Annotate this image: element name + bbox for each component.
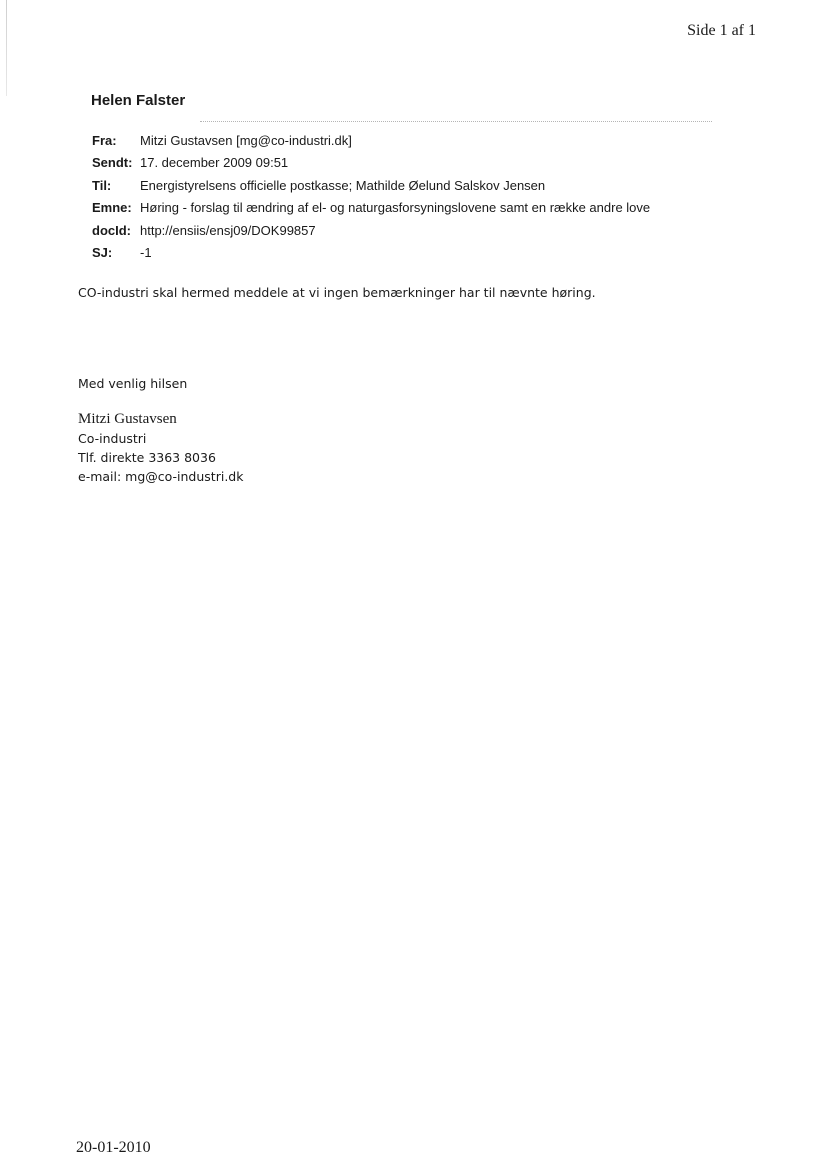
docid-value: http://ensiis/ensj09/DOK99857: [140, 222, 316, 238]
print-date: 20-01-2010: [76, 1139, 151, 1156]
to-value: Energistyrelsens officielle postkasse; Mathilde Øelund Salskov Jensen: [140, 177, 546, 193]
scan-edge-line: [6, 0, 7, 96]
to-label: Til:: [92, 177, 112, 193]
closing-text: Med venlig hilsen: [78, 376, 188, 391]
subject-value: Høring - forslag til ændring af el- og naturgasforsyningslovene samt en række andre love: [140, 200, 651, 216]
from-label: Fra:: [92, 133, 117, 148]
signature-company: Co-industri: [78, 431, 147, 446]
message-text: CO-industri skal hermed meddele at vi ingen bemærkninger har til nævnte høring.: [78, 285, 596, 300]
page-number: Side 1 af 1: [687, 22, 756, 39]
from-value: Mitzi Gustavsen [mg@co-industri.dk]: [140, 133, 352, 148]
subject-label: Emne:: [92, 200, 132, 216]
sent-value: 17. december 2009 09:51: [140, 155, 289, 171]
sj-value: -1: [140, 244, 152, 260]
sent-label: Sendt:: [92, 155, 133, 171]
sender-name-heading: Helen Falster: [91, 92, 186, 109]
sj-label: SJ:: [92, 244, 113, 260]
signature-email: e-mail: mg@co-industri.dk: [78, 469, 244, 484]
signature-name: Mitzi Gustavsen: [78, 411, 177, 427]
signature-phone: Tlf. direkte 3363 8036: [78, 450, 216, 465]
header-divider: [200, 121, 712, 122]
docid-label: docId:: [92, 222, 131, 238]
